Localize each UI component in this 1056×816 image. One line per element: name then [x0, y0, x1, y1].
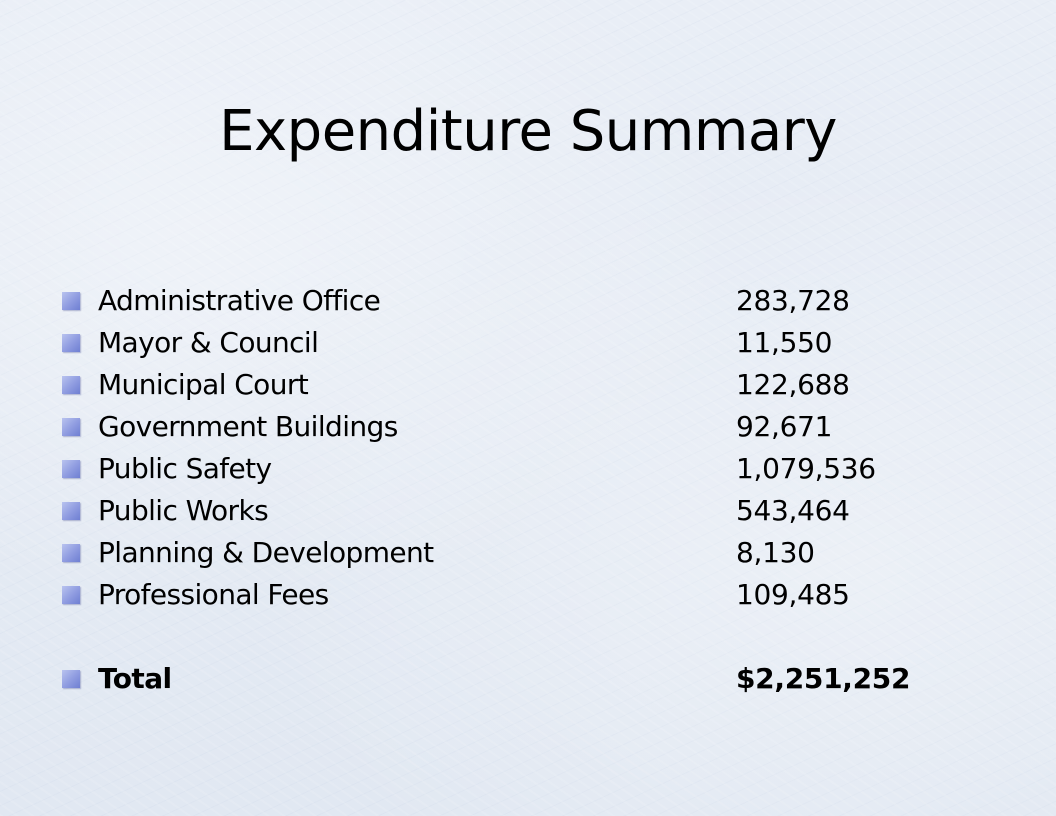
item-value: 122,688: [736, 368, 850, 401]
square-bullet-icon: [62, 376, 80, 394]
item-label: Administrative Office: [98, 284, 381, 317]
total-value: $2,251,252: [736, 662, 911, 695]
item-value: 8,130: [736, 536, 815, 569]
total-label: Total: [98, 662, 172, 695]
item-label: Public Safety: [98, 452, 272, 485]
list-item: [62, 406, 962, 448]
list-item: [62, 322, 962, 364]
item-label: Government Buildings: [98, 410, 398, 443]
list-item: [62, 574, 962, 616]
item-label: Planning & Development: [98, 536, 434, 569]
list-item: [62, 280, 962, 322]
item-label: Professional Fees: [98, 578, 329, 611]
slide-title: Expenditure Summary: [219, 99, 837, 164]
square-bullet-icon: [62, 418, 80, 436]
item-label: Public Works: [98, 494, 269, 527]
item-label: Mayor & Council: [98, 326, 319, 359]
square-bullet-icon: [62, 460, 80, 478]
square-bullet-icon: [62, 502, 80, 520]
square-bullet-icon: [62, 544, 80, 562]
total-row: [62, 658, 962, 700]
list-item: [62, 364, 962, 406]
expenditure-list: [62, 280, 962, 700]
list-item: [62, 532, 962, 574]
item-value: 109,485: [736, 578, 850, 611]
item-value: 92,671: [736, 410, 833, 443]
item-value: 543,464: [736, 494, 850, 527]
item-label: Municipal Court: [98, 368, 309, 401]
square-bullet-icon: [62, 586, 80, 604]
square-bullet-icon: [62, 334, 80, 352]
item-value: 1,079,536: [736, 452, 876, 485]
item-value: 283,728: [736, 284, 850, 317]
square-bullet-icon: [62, 670, 80, 688]
list-item: [62, 490, 962, 532]
item-value: 11,550: [736, 326, 833, 359]
square-bullet-icon: [62, 292, 80, 310]
list-item: [62, 448, 962, 490]
